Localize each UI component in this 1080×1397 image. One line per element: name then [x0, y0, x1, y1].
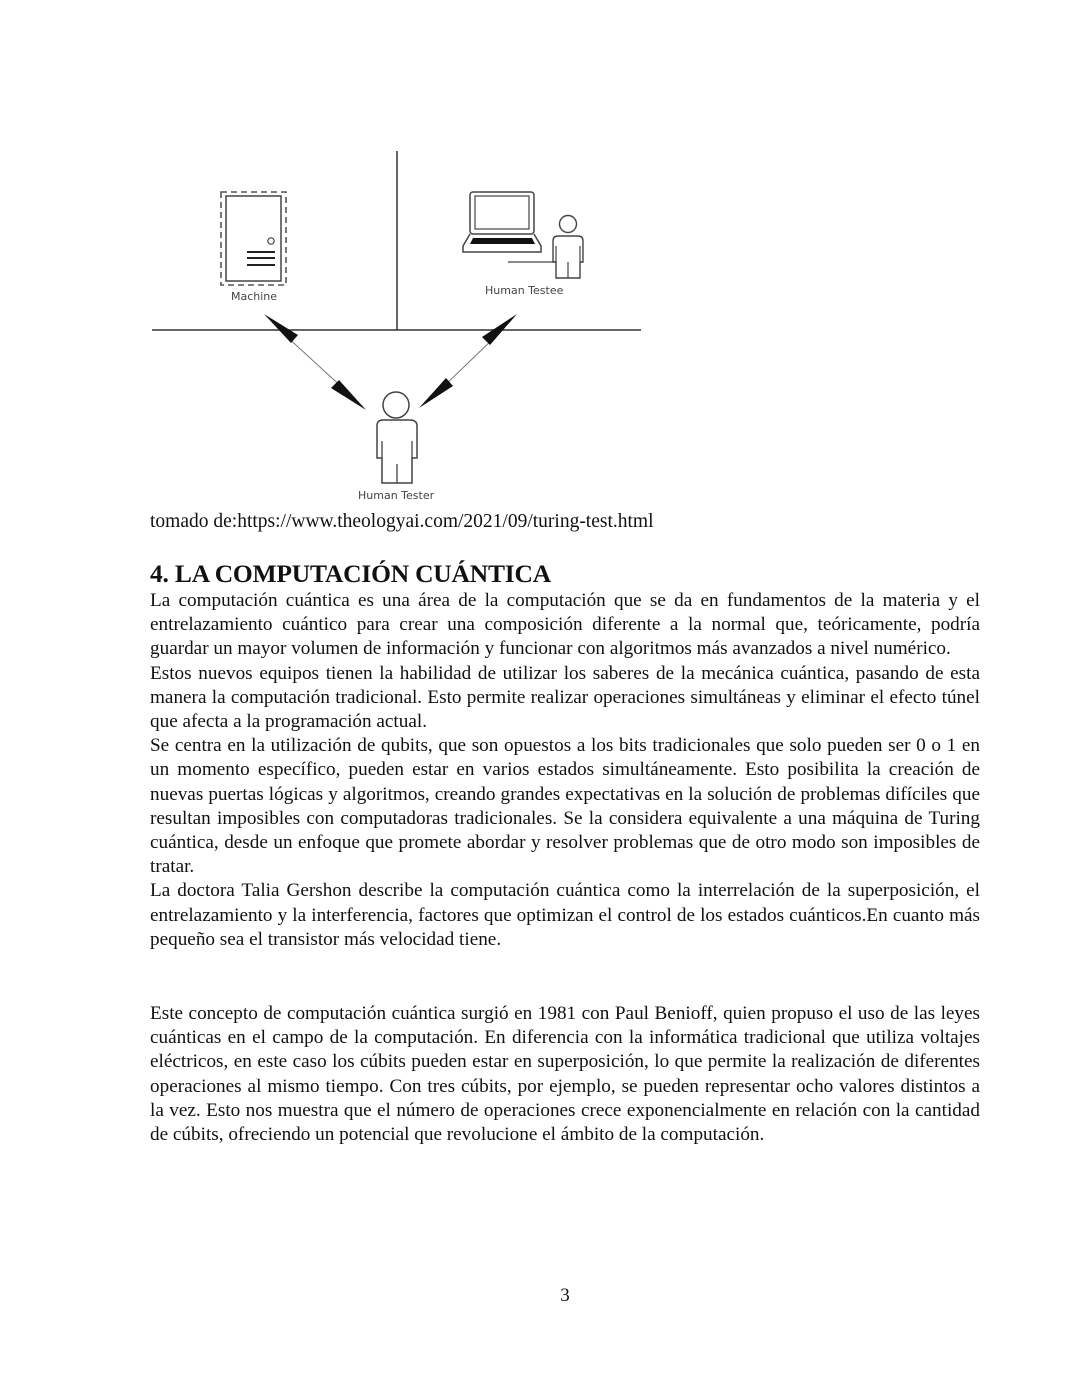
- paragraph: La computación cuántica es una área de la computación que se da en fundamentos de la materia y el entrelazamiento cuántico para crear una composición diferente a la normal que, teóricamente, podría guardar un mayor volumen de información y funcionar con algoritmos más avanzados a nivel numérico.: [150, 590, 980, 660]
- person-tester-icon: [377, 392, 417, 483]
- section-body-continued: [150, 1002, 980, 1147]
- paragraph: Este concepto de computación cuántica surgió en 1981 con Paul Benioff, quien propuso el uso de las leyes cuánticas en el campo de la computación. En diferencia con la informática tradicional que utiliza voltajes eléctricos, en este caso los cúbits pueden estar en superposición, lo que permite la realización de diferentes operaciones al mismo tiempo. Con tres cúbits, por ejemplo, se pueden representar ocho valores distintos a la vez. Esto nos muestra que el número de operaciones crece exponencialmente en relación con la cantidad de cúbits, ofreciendo un potencial que revolucione el ámbito de la computación.: [150, 1003, 980, 1146]
- server-icon: [221, 192, 286, 285]
- paragraph: Estos nuevos equipos tienen la habilidad de utilizar los saberes de la mecánica cuántica, pasando de esta manera la computación tradicional. Esto permite realizar operaciones simultáneas y eliminar el efecto túnel que afecta a la programación actual.: [150, 662, 980, 733]
- turing-test-diagram: [0, 0, 1080, 510]
- section-heading: 4. LA COMPUTACIÓN CUÁNTICA: [150, 559, 551, 588]
- arrow-machine-tester: [264, 314, 366, 410]
- section-body: [150, 589, 980, 952]
- tester-label: Human Tester: [358, 489, 435, 502]
- laptop-icon: [463, 192, 556, 262]
- machine-label: Machine: [231, 290, 278, 303]
- person-testee-icon: [553, 216, 583, 279]
- page-number: 3: [560, 1285, 570, 1306]
- testee-label: Human Testee: [485, 284, 564, 297]
- figure-source-caption: tomado de:https://www.theologyai.com/2021/09/turing-test.html: [150, 511, 654, 532]
- diagram-graphic: [0, 0, 1080, 510]
- arrow-testee-tester: [419, 314, 517, 408]
- paragraph: Se centra en la utilización de qubits, que son opuestos a los bits tradicionales que solo pueden ser 0 o 1 en un momento específico, pueden estar en varios estados simultáneamente. Esto posibilita la creación de nuevas puertas lógicas y algoritmos, creando grandes expectativas en la solución de problemas difíciles que resultan imposibles con computadoras tradicionales. Se la considera equivalente a una máquina de Turing cuántica, desde un enfoque que promete abordar y resolver problemas que de otro modo son imposibles de tratar.: [150, 735, 980, 878]
- paragraph: La doctora Talia Gershon describe la computación cuántica como la interrelación de la superposición, el entrelazamiento y la interferencia, factores que optimizan el control de los estados cuánticos.En cuanto más pequeño sea el transistor más velocidad tiene.: [150, 880, 980, 950]
